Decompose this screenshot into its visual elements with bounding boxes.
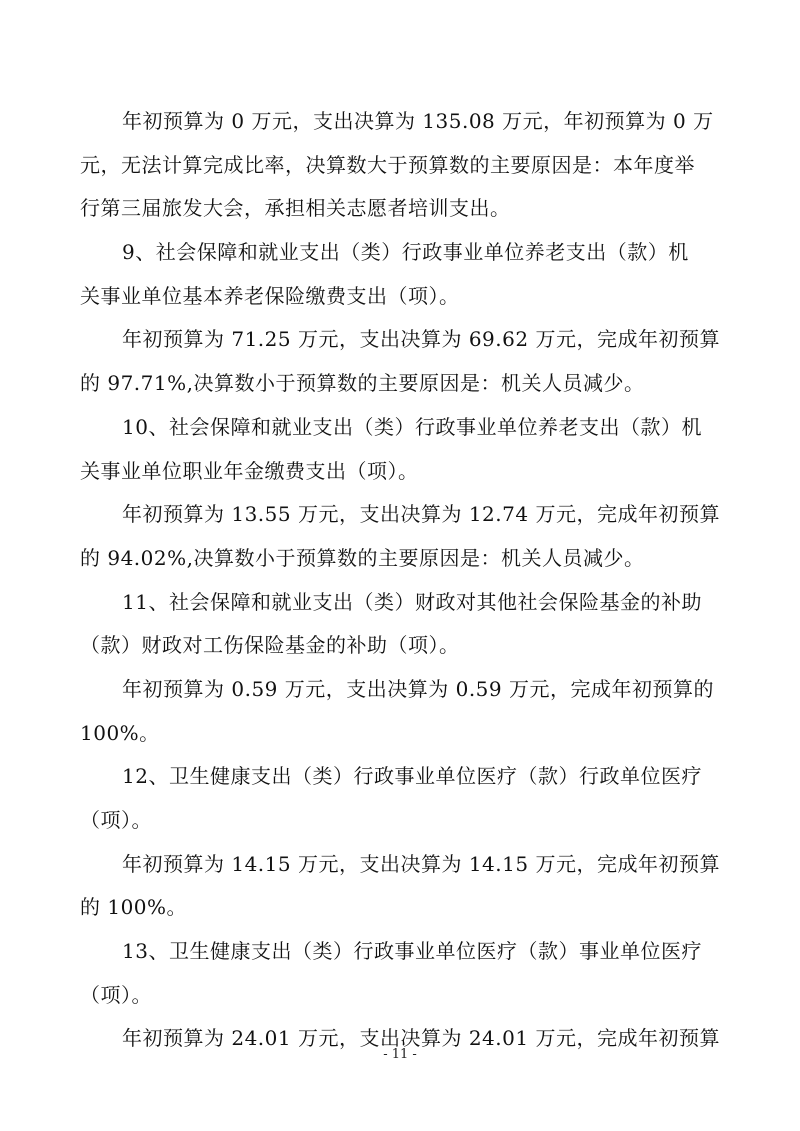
text-line: 年初预算为 0.59 万元，支出决算为 0.59 万元，完成年初预算的 — [122, 676, 714, 701]
page-number: - 11 - — [383, 1047, 417, 1062]
text-line: 年初预算为 71.25 万元，支出决算为 69.62 万元，完成年初预算 — [122, 327, 720, 352]
text-line: 9、社会保障和就业支出（类）行政事业单位养老支出（款）机 — [122, 240, 689, 265]
text-line: 元，无法计算完成比率，决算数大于预算数的主要原因是：本年度举 — [80, 152, 695, 177]
text-line: 11、社会保障和就业支出（类）财政对其他社会保险基金的补助 — [122, 589, 702, 614]
text-line: 100%。 — [80, 720, 160, 745]
text-line: 年初预算为 13.55 万元，支出决算为 12.74 万元，完成年初预算 — [122, 502, 720, 527]
text-line: 10、社会保障和就业支出（类）行政事业单位养老支出（款）机 — [122, 414, 702, 439]
text-line: 的 97.71%,决算数小于预算数的主要原因是：机关人员减少。 — [80, 371, 645, 396]
text-line: 行第三届旅发大会，承担相关志愿者培训支出。 — [80, 196, 511, 221]
text-line: （项）。 — [80, 808, 152, 832]
text-line: 12、卫生健康支出（类）行政事业单位医疗（款）行政单位医疗 — [122, 764, 702, 789]
text-line: 的 100%。 — [80, 895, 188, 920]
text-line: 关事业单位职业年金缴费支出（项）。 — [80, 458, 419, 483]
text-line: 年初预算为 24.01 万元，支出决算为 24.01 万元，完成年初预算 — [122, 1026, 720, 1051]
text-line: 的 94.02%,决算数小于预算数的主要原因是：机关人员减少。 — [80, 545, 645, 570]
text-line: 关事业单位基本养老保险缴费支出（项）。 — [80, 283, 460, 308]
document-body — [80, 100, 720, 1061]
text-line: 年初预算为 0 万元，支出决算为 135.08 万元，年初预算为 0 万 — [122, 109, 714, 133]
text-line: 年初预算为 14.15 万元，支出决算为 14.15 万元，完成年初预算 — [122, 851, 720, 876]
text-line: （项）。 — [80, 982, 152, 1007]
text-line: （款）财政对工伤保险基金的补助（项）。 — [80, 633, 460, 658]
text-line: 13、卫生健康支出（类）行政事业单位医疗（款）事业单位医疗 — [122, 939, 702, 964]
